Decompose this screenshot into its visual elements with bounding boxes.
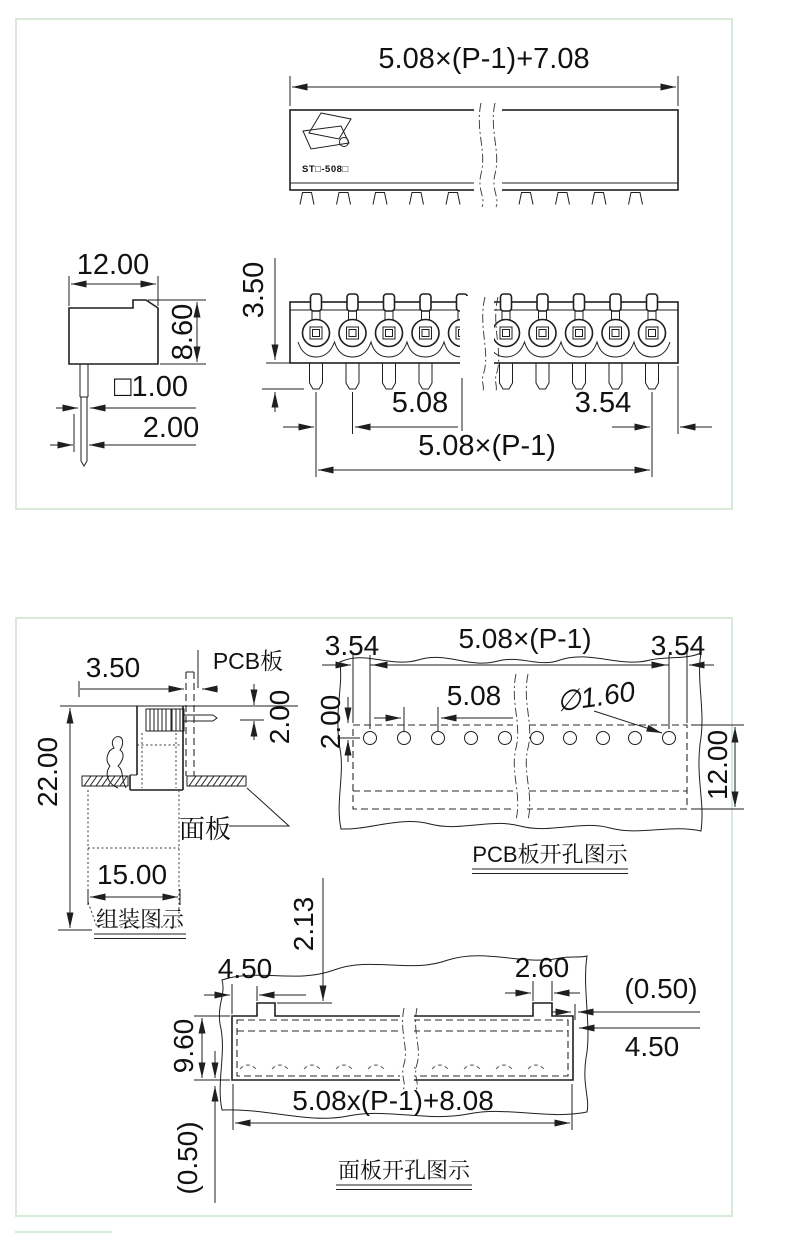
drill-span-label: 5.08×(P-1) xyxy=(458,623,592,654)
drill-left-margin-label: 3.54 xyxy=(324,630,380,661)
part-marking-label: ST□-508□ xyxy=(302,164,349,175)
pcb-drill-caption: PCB板开孔图示 xyxy=(472,842,628,867)
drill-right-margin-label: 3.54 xyxy=(650,630,706,661)
drill-pitch-label: 5.08 xyxy=(446,680,502,711)
front-pitch-dim-label: 5.08 xyxy=(391,387,449,419)
front-view xyxy=(238,258,712,477)
front-edge-dim-label: 3.54 xyxy=(574,387,632,419)
pcb-label: PCB板 xyxy=(212,648,284,674)
side-height-dim-label: 8.60 xyxy=(167,303,199,361)
clearance-right-label: (0.50) xyxy=(624,973,698,1004)
notch-width-label: 2.60 xyxy=(514,952,570,983)
clearance-bottom-label: (0.50) xyxy=(172,1121,203,1195)
cutout-span-label: 5.08x(P-1)+8.08 xyxy=(292,1085,494,1116)
side-view xyxy=(50,249,206,466)
row-offset-label: 2.00 xyxy=(315,694,346,750)
pin-square-dim-label: □1.00 xyxy=(114,371,188,403)
strip-mounting-tabs xyxy=(300,193,643,205)
pin-length-dim-label: 3.50 xyxy=(238,261,270,319)
front-span-dim-label: 5.08×(P-1) xyxy=(418,430,556,462)
side-width-dim-label: 12.00 xyxy=(76,249,150,281)
board-height-label: 12.00 xyxy=(702,729,733,801)
assembly-height-dim-label: 22.00 xyxy=(32,736,63,808)
pin-offset-dim-label: 2.00 xyxy=(142,412,200,444)
notch-left-offset-label: 4.50 xyxy=(217,953,273,984)
hole-diameter-label: ∅1.60 xyxy=(554,675,637,718)
cutout-height-label: 9.60 xyxy=(168,1018,199,1074)
panel-cutout-caption: 面板开孔图示 xyxy=(337,1158,471,1183)
pcb-drill-view xyxy=(315,623,744,874)
assembly-depth-dim-label: 3.50 xyxy=(85,652,141,683)
plug-width-dim-label: 15.00 xyxy=(96,859,168,890)
pcb-thickness-dim-label: 2.00 xyxy=(264,689,295,745)
strip-overall-dim-label: 5.08×(P-1)+7.08 xyxy=(378,43,590,75)
strip-top-view xyxy=(290,43,678,208)
panel-hatch xyxy=(82,776,246,786)
notch-depth-label: 2.13 xyxy=(288,896,319,952)
latch-detail xyxy=(107,737,126,788)
panel-label: 面板 xyxy=(178,814,232,844)
right-offset-label: 4.50 xyxy=(624,1031,680,1062)
assembly-view xyxy=(32,648,298,939)
panel-cutout-view xyxy=(168,878,700,1203)
assembly-caption: 组装图示 xyxy=(95,907,185,932)
